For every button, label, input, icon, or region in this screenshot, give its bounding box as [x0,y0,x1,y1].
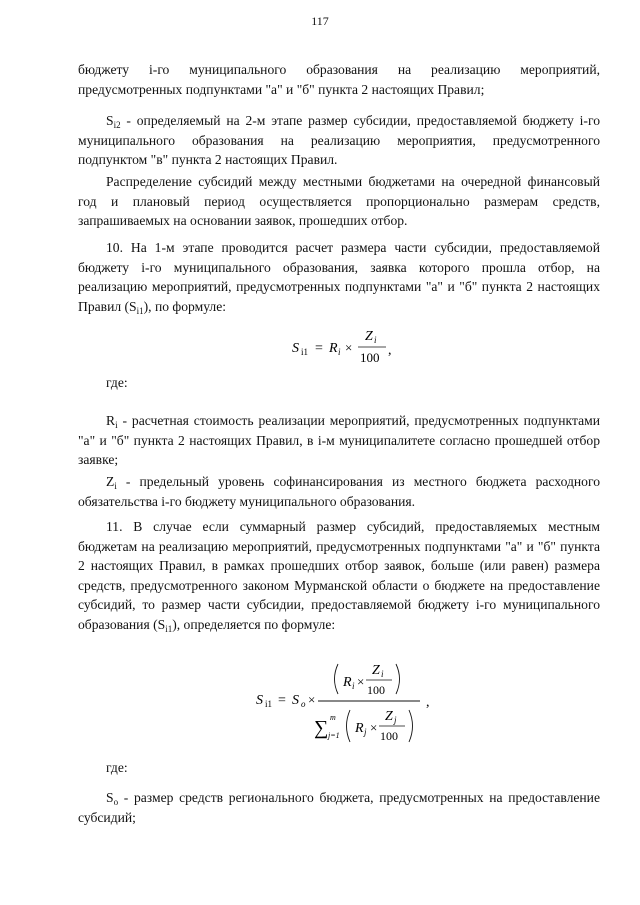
svg-text:o: o [301,699,306,709]
svg-text:i1: i1 [265,699,273,709]
where-label-1: где: [106,375,128,390]
svg-text:Z: Z [372,663,380,678]
formula-si1-stage1 [290,322,420,372]
svg-text:=: = [315,341,323,356]
svg-text:Z: Z [365,329,373,344]
svg-text:100: 100 [367,683,385,697]
paragraph-continuation: бюджету i-го муниципального образования на реализацию мероприятий, предусмотренных подпунктами "а" и "б" пункта 2 настоящих Правил; [78,62,600,97]
svg-text:×: × [308,692,316,707]
svg-text:i: i [352,681,355,691]
svg-text:100: 100 [380,729,398,743]
page-number: 117 [311,14,329,28]
paragraph-point-10: 10. На 1-м этапе проводится расчет размера части субсидии, предоставляемой бюджету i-го муниципального образования, заявка которого прошла отбор, на реализацию мероприятий, предусмотренных подпунктами "а" и "б" пункта 2 настоящих Правил $(S_{i1})$, по формуле: [78,240,600,316]
svg-text:=: = [278,693,286,708]
svg-text:i1: i1 [301,347,309,357]
svg-text:m: m [330,713,336,722]
svg-text:i: i [374,335,377,345]
svg-text:R: R [355,721,364,736]
svg-text:S: S [292,693,299,708]
paragraph-so-definition: $S_o$ - размер средств регионального бюджета, предусмотренных на предоставление субсидий; [78,790,600,825]
paragraph-si2-definition: $S_{i2}$ - определяемый на 2-м этапе размер субсидии, предоставляемой бюджету i-го муниципального образования на реализацию мероприятия, предусмотренного подпунктом "в" пункта 2 настоящих Правил. [78,113,600,168]
svg-text:R: R [329,341,338,356]
svg-text:×: × [370,720,378,735]
svg-text:∑: ∑ [314,717,329,739]
svg-text:j: j [394,715,397,725]
formula-si1-proportional [252,656,452,750]
svg-text:j: j [364,727,367,737]
paragraph-zi-definition: $Z_i$ - предельный уровень софинансирования из местного бюджета расходного обязательства i-го бюджету муниципального образования. [78,474,600,509]
paragraph-distribution: Распределение субсидий между местными бюджетами на очередной финансовый год и плановый период осуществляется пропорционально размерам средств, запрашиваемых на основании заявок, прошедших отбор. [78,174,600,229]
where-label-2: где: [106,760,128,775]
paragraph-ri-definition: $R_i$ - расчетная стоимость реализации мероприятий, предусмотренных подпунктами "а" и "б" пункта 2 настоящих Правил, в i-м муниципалитете согласно прошедшей отбор заявке; [78,413,600,468]
svg-text:S: S [292,341,299,356]
svg-text:R: R [343,675,352,690]
paragraph-point-11: 11. В случае если суммарный размер субсидий, предоставляемых местным бюджетам на реализацию мероприятий, предусмотренных подпунктами "а" и "б" пункта 2 настоящих Правил, в рамках прошедших отбор заявок, больше (или равен) размера средств, предусмотренного законом Мурманской области о бюджете на предоставление субсидий, то размер части субсидии, предоставляемой бюджету i-го муниципального образования $(S_{i1})$, определяется по формуле: [78,519,600,634]
svg-text:×: × [357,674,365,689]
svg-text:Z: Z [385,709,393,724]
svg-text:i: i [338,347,341,357]
svg-text:i: i [381,669,384,679]
svg-text:j=1: j=1 [328,731,340,740]
svg-text:S: S [256,693,263,708]
svg-text:,: , [388,343,392,358]
svg-text:100: 100 [360,350,380,365]
svg-text:,: , [426,695,430,710]
svg-text:×: × [345,340,353,355]
